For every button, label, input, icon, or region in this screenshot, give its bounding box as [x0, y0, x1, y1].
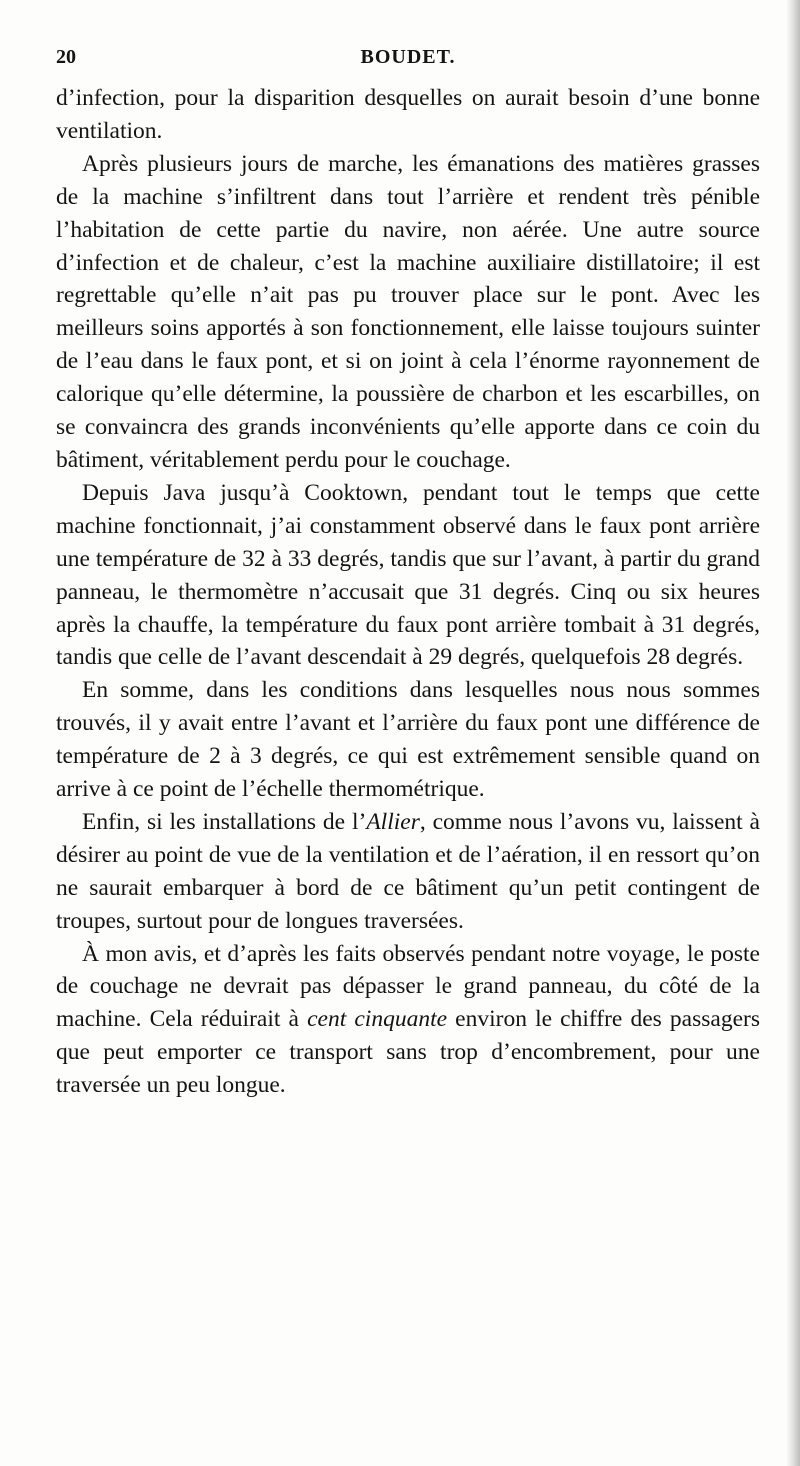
running-title: BOUDET.	[360, 46, 456, 68]
paragraph-temperature-difference: En somme, dans les conditions dans lesquelles nous nous sommes trouvés, il y avait entre l’avant et l’arrière du faux pont une différence de température de 2 à 3 degrés, ce qui est extrêmement sensible quand on arrive à ce point de l’échelle thermométrique.	[56, 677, 760, 803]
text-run: Enfin, si les installations de l’	[82, 808, 367, 835]
paragraph-temperature-observations: Depuis Java jusqu’à Cooktown, pendant tout le temps que cette machine fonctionnait, j’ai constamment observé dans le faux pont arrière une température de 32 à 33 degrés, tandis que sur l’avant, à partir du grand panneau, le thermomètre n’accusait que 31 degrés. Cinq ou six heures après la chauffe, la température du faux pont arrière tombait à 31 degrés, tandis que celle de l’avant descendait à 29 degrés, quelquefois 28 degrés.	[56, 479, 760, 671]
paragraph-installations	[56, 806, 760, 938]
text-run: À mon avis, et d’après les faits observés pendant notre voyage, le poste de couchage ne devrait pas dépasser le grand panneau, du côté de la machine. Cela réduirait à	[56, 940, 760, 1033]
body-text	[56, 82, 760, 1102]
text-run: , comme nous l’avons vu, laissent à désirer au point de vue de la ventilation et de l’aération, il en ressort qu’on ne saurait embarquer à bord de ce bâtiment qu’un petit contingent de troupes, surtout pour de longues traversées.	[56, 808, 760, 934]
paragraph-recommendation	[56, 938, 760, 1103]
paragraph-machine-emanations: Après plusieurs jours de marche, les émanations des matières grasses de la machine s’infiltrent dans tout l’arrière et rendent très pénible l’habitation de cette partie du navire, non aérée. Une autre source d’infection et de chaleur, c’est la machine auxiliaire distillatoire; il est regrettable qu’elle n’ait pas pu trouver place sur le pont. Avec les meilleurs soins apportés à son fonctionnement, elle laisse toujours suinter de l’eau dans le faux pont, et si on joint à cela l’énorme rayonnement de calorique qu’elle détermine, la poussière de charbon et les escarbilles, on se convaincra des grands inconvénients qu’elle apporte dans ce coin du bâtiment, véritablement perdu pour le couchage.	[56, 150, 760, 473]
running-head	[56, 46, 760, 82]
page-edge-shadow	[786, 0, 800, 1466]
page-number: 20	[56, 46, 76, 68]
text-run: environ le chiffre des passagers que peut emporter ce transport sans trop d’encombrement, pour une traversée un peu longue.	[56, 1006, 760, 1099]
passenger-count-italic: cent cinquante	[307, 1006, 448, 1033]
paragraph-continuation: d’infection, pour la disparition desquelles on aurait besoin d’une bonne ventilation.	[56, 85, 760, 144]
ship-name-italic: Allier	[366, 808, 420, 835]
